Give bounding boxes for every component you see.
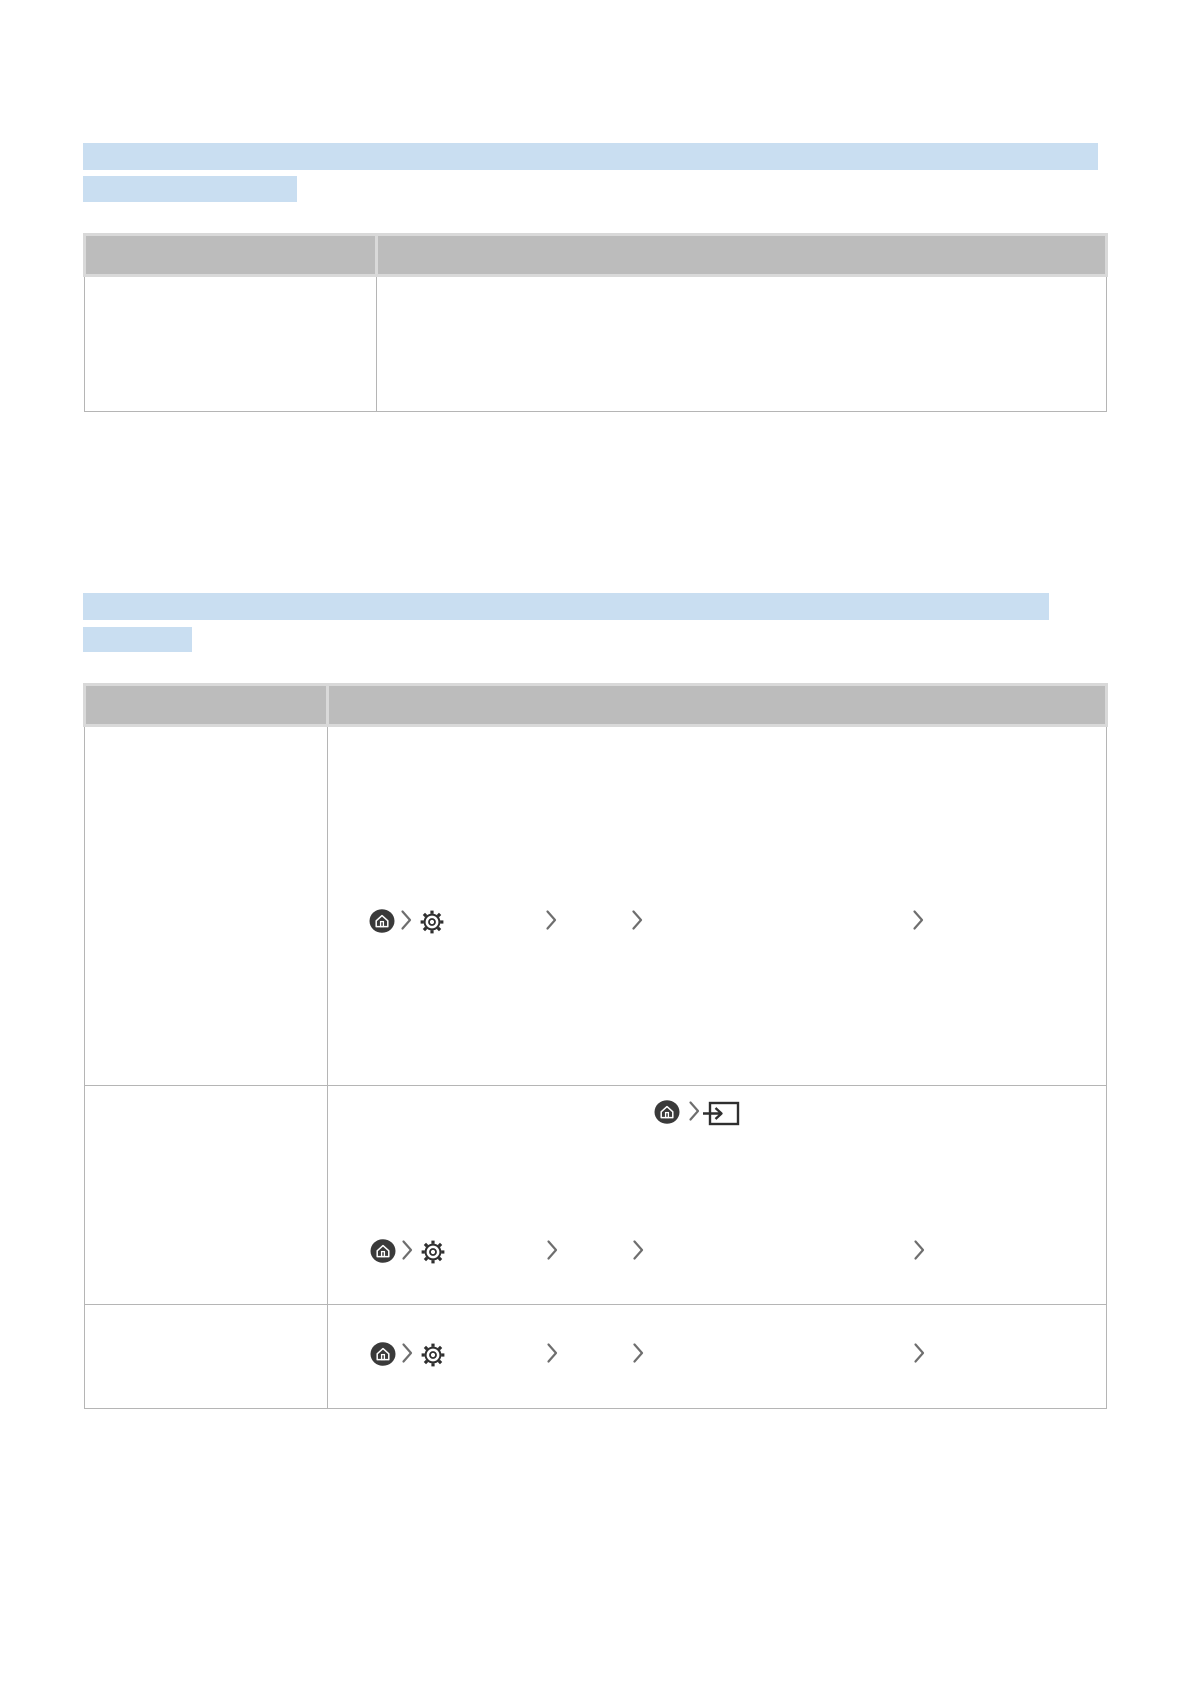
chevron-right-icon (687, 1100, 701, 1127)
home-icon (369, 909, 395, 938)
table-cell (85, 726, 328, 1086)
chevron-right-icon (911, 909, 925, 936)
table-row (85, 1086, 1107, 1305)
table-cell (85, 1086, 328, 1305)
heading-highlight-bar (83, 176, 297, 202)
table-header-cell (85, 685, 328, 726)
table-header-cell (328, 685, 1107, 726)
table-header-row (85, 235, 1107, 276)
heading-highlight-bar (83, 627, 192, 652)
settings-gear-icon (420, 1239, 446, 1270)
chevron-right-icon (545, 1342, 559, 1369)
menu-path-row (654, 1100, 754, 1126)
chevron-right-icon (912, 1239, 926, 1266)
chevron-right-icon (912, 1342, 926, 1369)
table-cell (328, 726, 1107, 1086)
home-icon (370, 1239, 396, 1268)
heading-highlight-bar (83, 593, 1049, 620)
chevron-right-icon (544, 909, 558, 936)
table-row (85, 276, 1107, 412)
table-cell (85, 1305, 328, 1409)
troubleshooting-table-2 (83, 683, 1108, 1409)
menu-path-row (369, 909, 939, 935)
chevron-right-icon (545, 1239, 559, 1266)
chevron-right-icon (399, 909, 413, 936)
chevron-right-icon (631, 1239, 645, 1266)
chevron-right-icon (400, 1239, 414, 1266)
home-icon (370, 1342, 396, 1371)
table-cell (377, 276, 1107, 412)
troubleshooting-table-1 (83, 233, 1108, 412)
chevron-right-icon (631, 1342, 645, 1369)
table-row (85, 726, 1107, 1086)
source-input-icon (703, 1100, 740, 1132)
table-header-row (85, 685, 1107, 726)
home-icon (654, 1100, 680, 1129)
settings-gear-icon (420, 1342, 446, 1373)
menu-path-row (370, 1342, 940, 1368)
heading-highlight-bar (83, 143, 1098, 170)
table-cell (85, 276, 377, 412)
chevron-right-icon (630, 909, 644, 936)
table-header-cell (377, 235, 1107, 276)
table-header-cell (85, 235, 377, 276)
menu-path-row (370, 1239, 940, 1265)
settings-gear-icon (419, 909, 445, 940)
chevron-right-icon (400, 1342, 414, 1369)
